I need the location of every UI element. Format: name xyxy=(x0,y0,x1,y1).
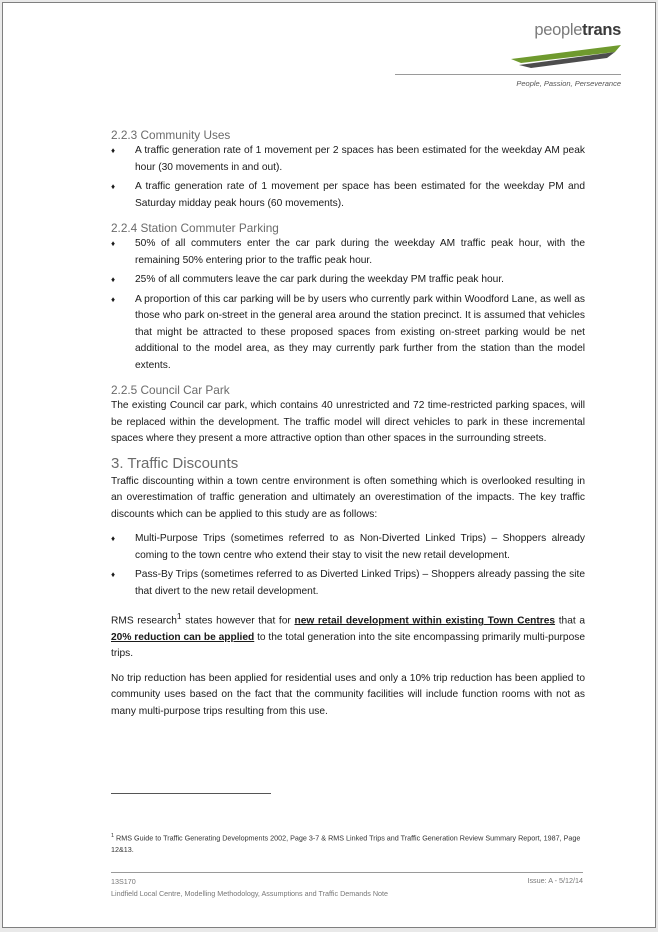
footnote-ref[interactable]: 1 xyxy=(176,611,182,621)
footnote-rule xyxy=(111,793,271,794)
section-heading-2-2-4: 2.2.4 Station Commuter Parking xyxy=(111,221,279,235)
rms-research-paragraph: RMS research$^1$ states however that for new retail development within existing Town Centres that a 20% reduction can be applied to the total generation into the site encompassing primarily multi-purpose trips. xyxy=(111,611,585,660)
document-page xyxy=(2,2,656,928)
bullet-icon: ♦ xyxy=(111,182,116,191)
bullet-list-discounts xyxy=(111,531,585,600)
traffic-discounts-intro: Traffic discounting within a town centre environment is often something which is overlooked resulting in an overestimation of traffic generation and ultimately an overestimation of the impacts. The key traffic discounts which can be applied to this study are as follows: xyxy=(111,475,585,520)
emphasis-town-centres: new retail development within existing Town Centres xyxy=(294,615,556,627)
section-heading-2-2-3: 2.2.3 Community Uses xyxy=(111,128,231,142)
list-item: ♦ 50% of all commuters enter the car park during the weekday AM traffic peak hour, with the remaining 50% entering prior to the traffic peak hour. xyxy=(111,238,585,266)
council-car-park-paragraph: The existing Council car park, which contains 40 unrestricted and 72 time-restricted parking spaces, will be replaced within the development. The traffic model will direct vehicles to park in these incremental spaces where they present a more attractive option than other spaces in the surrounding streets. xyxy=(111,400,585,444)
bullet-list-community-uses xyxy=(111,143,585,212)
trip-reduction-paragraph: No trip reduction has been applied for residential uses and only a 10% trip reduction has been applied to community uses based on the fact that the community facilities will include function rooms with not as many multi-purpose trips resulting from this use. xyxy=(111,672,585,717)
list-item: ♦ A traffic generation rate of 1 movement per space has been estimated for the weekday PM and Saturday midday peak hours (60 movements). xyxy=(111,181,585,209)
footnote: $^1$ RMS Guide to Traffic Generating Developments 2002, Page 3-7 & RMS Linked Trips and Traffic Generation Review Summary Report, 1987, Page 12&13. xyxy=(111,833,581,855)
section-heading-2-2-5: 2.2.5 Council Car Park xyxy=(111,383,230,397)
header-rule xyxy=(395,74,621,75)
bullet-icon: ♦ xyxy=(111,534,116,543)
company-logo xyxy=(501,21,621,71)
bullet-icon: ♦ xyxy=(111,570,116,579)
list-item: ♦ A traffic generation rate of 1 movement per 2 spaces has been estimated for the weekday AM peak hour (30 movements in and out). xyxy=(111,145,585,173)
list-item: ♦ Pass-By Trips (sometimes referred to as Diverted Linked Trips) – Shoppers already passing the site that divert to the new retail development. xyxy=(111,569,585,597)
bullet-icon: ♦ xyxy=(111,146,116,155)
footer-left xyxy=(111,876,388,900)
emphasis-reduction: 20% reduction can be applied xyxy=(111,631,255,643)
tagline: People, Passion, Perseverance xyxy=(516,79,621,88)
bullet-icon: ♦ xyxy=(111,239,116,248)
page-body xyxy=(111,127,585,720)
logo-swoosh-icon xyxy=(511,43,621,69)
logo-text: peopletrans xyxy=(534,21,621,39)
footer-reference: 13S170 xyxy=(111,877,136,886)
list-item: ♦ A proportion of this car parking will be by users who currently park within Woodford Lane, as well as those who park on-street in the general area around the station precinct. It is assumed that vehicles that might be attracted to these proposed spaces from existing on-street parking would be net additional to the model area, as they may currently park further from the station than the model extents. xyxy=(111,293,585,371)
bullet-icon: ♦ xyxy=(111,294,116,304)
footer-document-title: Lindfield Local Centre, Modelling Methodology, Assumptions and Traffic Demands Note xyxy=(111,889,389,898)
footer-issue: Issue: A - 5/12/14 xyxy=(527,876,583,885)
bullet-icon: ♦ xyxy=(111,275,116,284)
bullet-list-station-parking xyxy=(111,236,585,374)
list-item: ♦ 25% of all commuters leave the car park during the weekday PM traffic peak hour. xyxy=(111,272,585,289)
footer-rule xyxy=(111,872,583,873)
section-heading-3: 3. Traffic Discounts xyxy=(111,454,239,472)
list-item: ♦ Multi-Purpose Trips (sometimes referred to as Non-Diverted Linked Trips) – Shoppers already coming to the town centre who extend their stay to visit the new retail development. xyxy=(111,533,585,561)
